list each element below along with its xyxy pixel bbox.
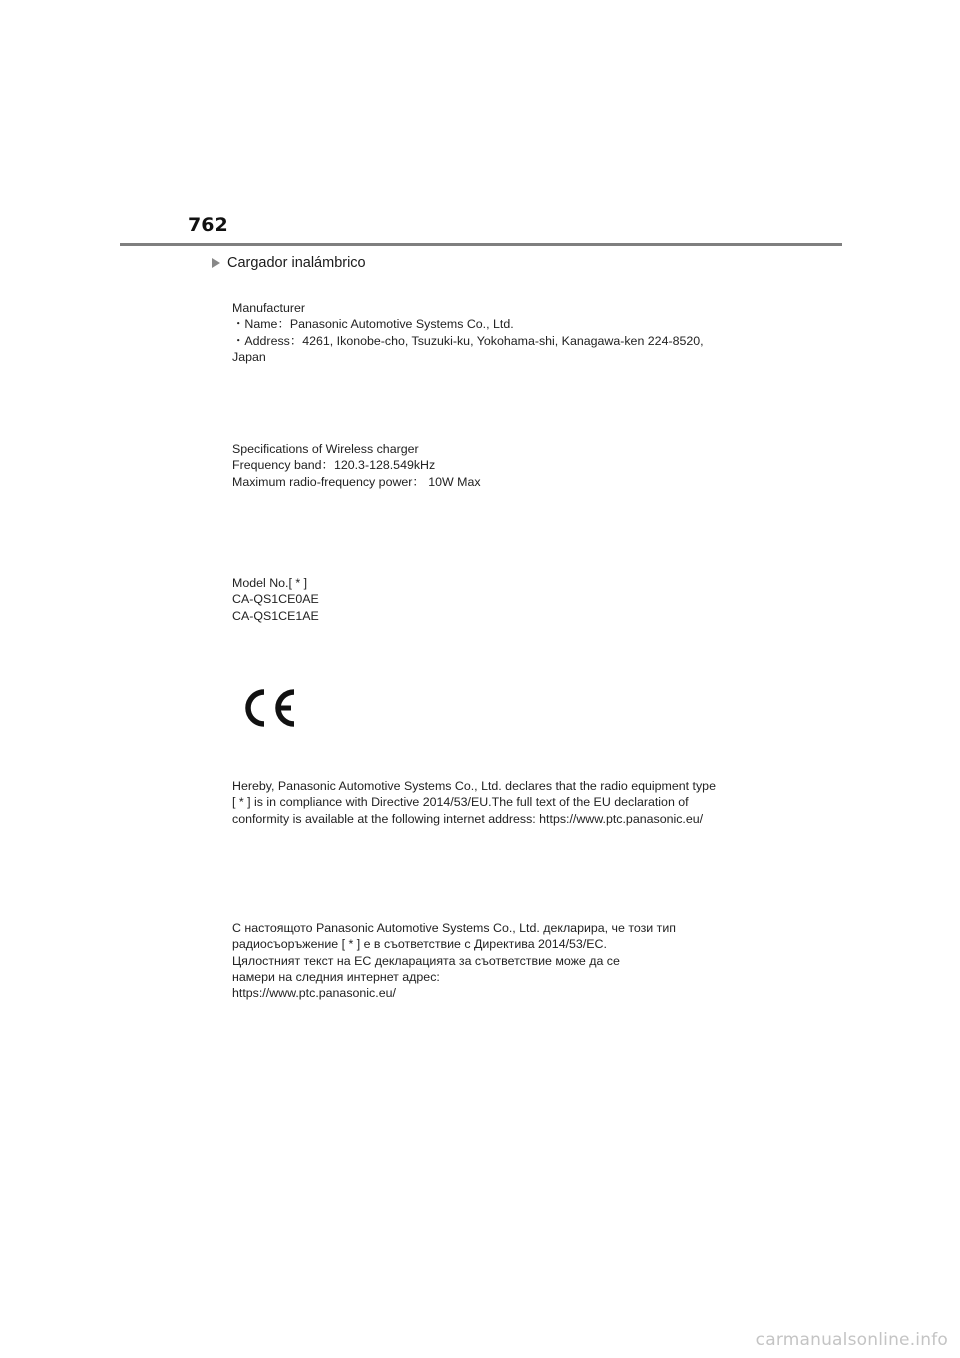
manufacturer-heading: Manufacturer (232, 301, 306, 315)
declaration-bg-line: Цялостният текст на ЕС декларацията за съответствие може да се (232, 953, 620, 968)
declaration-bg-line: С настоящото Panasonic Automotive Systems Co., Ltd. декларира, че този тип (232, 921, 676, 935)
manufacturer-name: ・Name：Panasonic Automotive Systems Co., Ltd. (232, 317, 514, 332)
declaration-en-line: [ * ] is in compliance with Directive 2014/53/EU.The full text of the EU declaration of (232, 795, 689, 810)
declaration-bulgarian-block (232, 920, 676, 1001)
section-heading (212, 255, 366, 271)
manufacturer-country: Japan (232, 349, 266, 364)
specifications-heading: Specifications of Wireless charger (232, 442, 419, 456)
declaration-en-line: conformity is available at the following internet address: https://www.ptc.panasonic.eu/ (232, 811, 704, 826)
declaration-bg-line: намери на следния интернет адрес: (232, 969, 440, 984)
section-title: Cargador inalámbrico (227, 255, 366, 271)
model-block (232, 575, 319, 624)
declaration-english-block (232, 778, 716, 827)
frequency-band: Frequency band：120.3-128.549kHz (232, 458, 436, 473)
ce-mark-icon (240, 686, 300, 730)
page-number: 762 (188, 214, 228, 236)
manufacturer-address: ・Address：4261, Ikonobe-cho, Tsuzuki-ku, Yokohama-shi, Kanagawa-ken 224-8520, (232, 333, 704, 348)
max-rf-power: Maximum radio-frequency power： 10W Max (232, 474, 481, 489)
model-number-2: CA-QS1CE1AE (232, 608, 319, 623)
manufacturer-block (232, 300, 704, 365)
declaration-en-line: Hereby, Panasonic Automotive Systems Co., Ltd. declares that the radio equipment type (232, 779, 716, 793)
declaration-bg-url: https://www.ptc.panasonic.eu/ (232, 986, 396, 1001)
declaration-bg-line: радиосъоръжение [ * ] е в съответствие с Директива 2014/53/ЕС. (232, 937, 607, 952)
specifications-block (232, 441, 481, 490)
header-divider (120, 243, 842, 246)
model-number-1: CA-QS1CE0AE (232, 592, 319, 607)
watermark: carmanualsonline.info (755, 1330, 948, 1350)
triangle-bullet-icon (212, 258, 220, 268)
model-heading: Model No.[ * ] (232, 576, 308, 590)
